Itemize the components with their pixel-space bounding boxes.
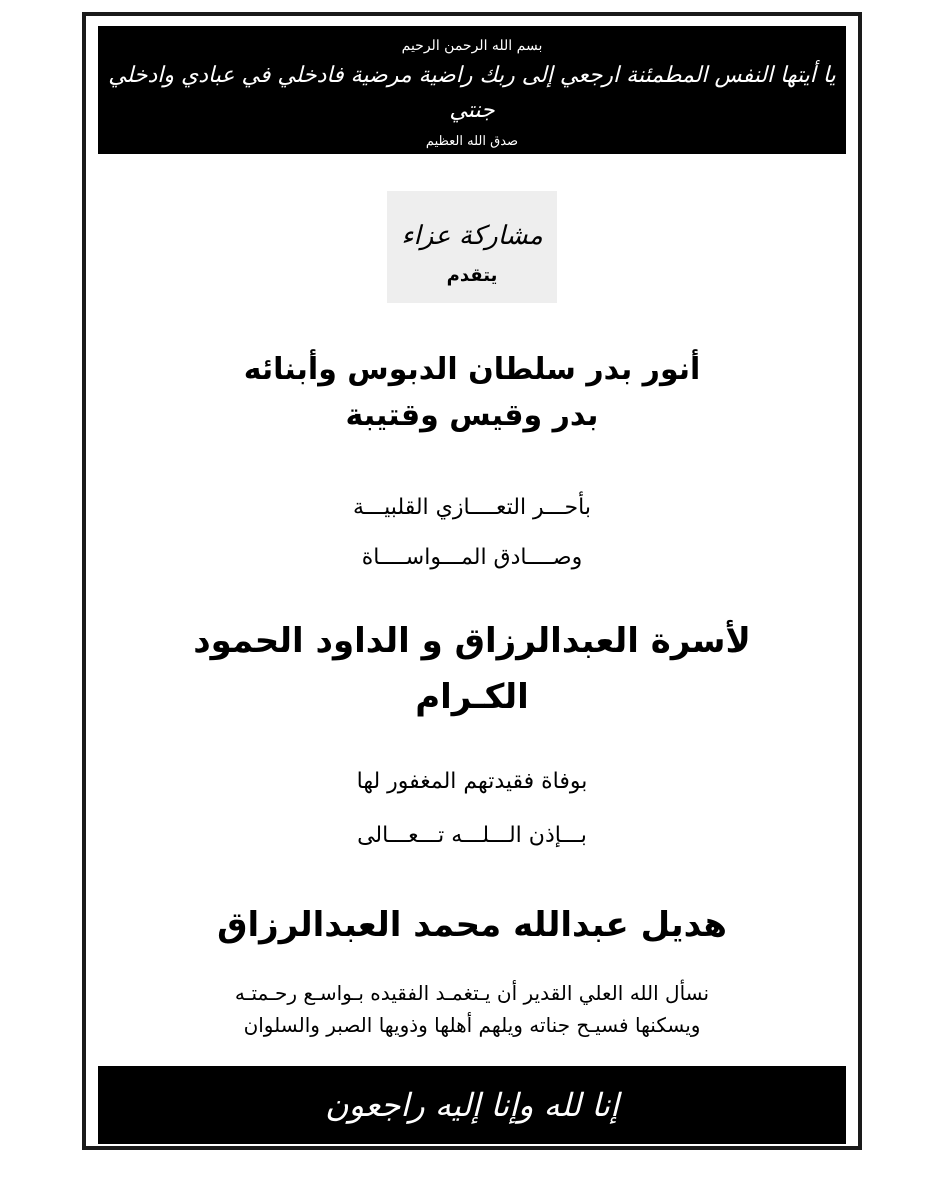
condolence-content (86, 191, 858, 1041)
title-box (387, 191, 557, 303)
istirja-banner (98, 1066, 846, 1144)
death-notice-line-1: بوفاة فقيدتهم المغفور لها (356, 769, 588, 794)
istirja-text: إنا لله وإنا إليه راجعون (325, 1086, 619, 1124)
sender-line-2: بدر وقيس وقتيبة (345, 398, 599, 433)
presents-text: يتقدم (446, 265, 498, 286)
sender-line-1: أنور بدر سلطان الدبوس وأبنائه (243, 352, 701, 387)
prayer-line-1: نسأل الله العلي القدير أن يـتغمـد الفقيده بـواسـع رحـمتـه (234, 981, 710, 1005)
notice-frame (82, 12, 862, 1150)
verse-closing: صدق الله العظيم (425, 134, 519, 150)
quran-verse-banner (98, 26, 846, 154)
prayer-line-2: ويسكنها فسيـح جناته ويلهم أهلها وذويها الصبر والسلوان (243, 1013, 701, 1037)
notice-title: مشاركة عزاء (401, 221, 543, 251)
basmala: بسم الله الرحمن الرحيم (401, 38, 543, 54)
deceased-name: هديل عبدالله محمد العبدالرزاق (217, 905, 727, 945)
death-notice-line-2: بـــإذن الـــلـــه تـــعـــالى (357, 823, 587, 848)
family-line-2: الكـرام (415, 677, 529, 717)
condolence-line-1: بأحـــر التعــــازي القلبيـــة (353, 495, 591, 520)
quran-verse: يا أيتها النفس المطمئنة ارجعي إلى ربك راضية مرضية فادخلي في عبادي وادخلي جنتي (108, 63, 836, 124)
family-line-1: لأسرة العبدالرزاق و الداود الحمود (193, 621, 751, 661)
condolence-line-2: وصــــادق المـــواســــاة (361, 545, 583, 570)
